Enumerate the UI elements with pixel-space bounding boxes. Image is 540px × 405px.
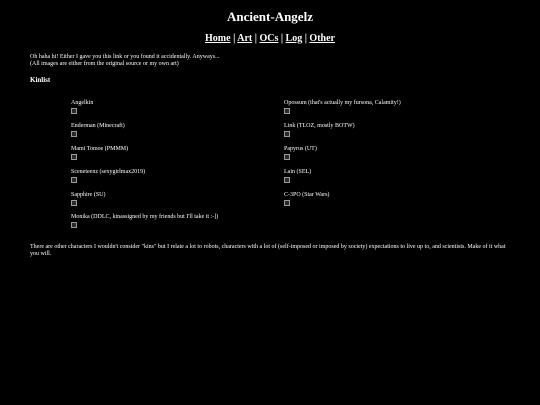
kin-item [284,192,329,206]
broken-image-icon [71,222,77,228]
broken-image-icon [71,131,77,137]
broken-image-icon [284,108,290,114]
kin-name: C-3PO (Star Wars) [284,192,330,198]
nav-link-ocs[interactable]: OCs [259,33,279,44]
broken-image-icon [71,108,77,114]
broken-image-icon [284,200,290,206]
site-title: Ancient-Angelz [227,9,313,24]
nav-separator: | [304,33,307,44]
kin-name: Lain (SEL) [284,169,312,175]
main-nav [0,33,540,44]
nav-separator: | [233,33,236,44]
kin-item [284,100,401,114]
kinlist-heading: Kinlist [30,76,51,84]
kin-item [71,192,106,206]
nav-separator: | [254,33,257,44]
broken-image-icon [71,177,77,183]
kin-item [71,123,125,137]
kin-name: Angelkin [71,100,94,106]
broken-image-icon [284,154,290,160]
kin-item [71,214,218,228]
kin-name: Link (TLOZ, mostly BOTW) [284,123,355,129]
kin-item [71,169,145,183]
kin-name: Mami Tomoe (PMMM) [71,146,129,152]
kin-item [284,146,317,160]
broken-image-icon [71,154,77,160]
kin-item [284,123,355,137]
nav-separator: | [280,33,284,44]
intro-line: (All images are either from the original source or my own art) [30,61,179,67]
kin-item [284,169,311,183]
kin-name: Monika (DDLC, kinassigned by my friends but I'll take it :-]) [71,214,219,220]
kin-name: Opossum (that's actually my fursona, Calamity!) [284,100,401,106]
nav-link-art[interactable]: Art [237,33,253,44]
outro-text: There are other characters I wouldn't consider "kins" but I relate a lot to robots, characters with a lot of (self-imposed or imposed by society) expectations to live up to, and scientists. Make of it what you will. [30,244,506,257]
kin-name: Papyrus (UT) [284,146,317,152]
broken-image-icon [284,177,290,183]
intro-line: Oh haha hi! Either I gave you this link or you found it accidentally. Anyways... [30,54,220,60]
nav-link-log[interactable]: Log [285,33,303,44]
nav-link-other[interactable]: Other [309,33,335,44]
kin-name: Enderman (Minecraft) [71,123,125,129]
intro-text [30,54,510,68]
kin-name: Sapphire (SU) [71,192,106,198]
kin-item [71,146,128,160]
broken-image-icon [71,200,77,206]
broken-image-icon [284,131,290,137]
kin-item [71,100,93,114]
kin-name: Sceneteenz (sexygirlmax2019) [71,169,146,175]
nav-link-home[interactable]: Home [205,33,231,44]
